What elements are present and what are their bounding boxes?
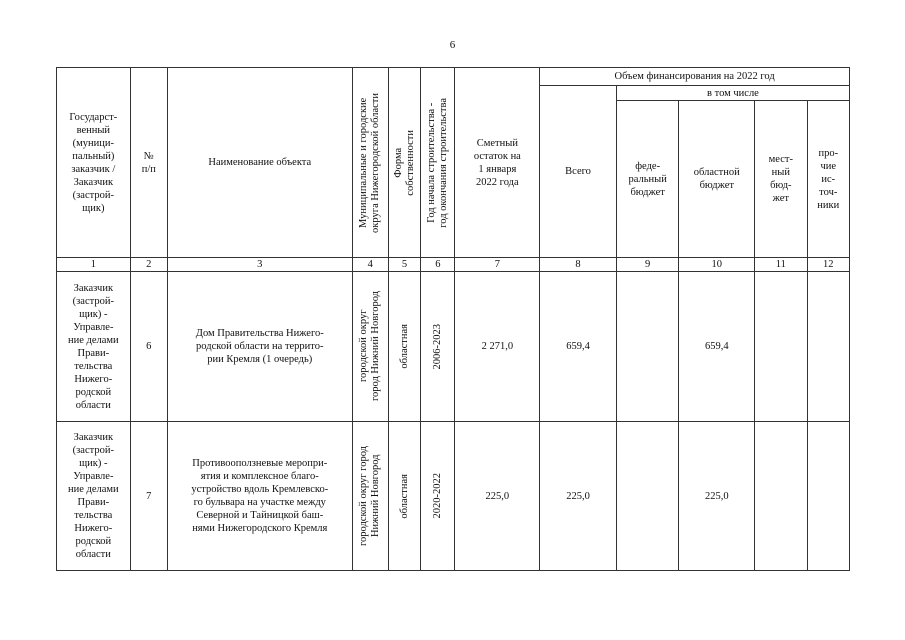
column-number: 5 [388, 258, 420, 272]
cell-number: 7 [130, 422, 167, 571]
column-number: 6 [421, 258, 455, 272]
cell-regional: 659,4 [679, 272, 755, 422]
header-including: в том числе [616, 86, 849, 101]
cell-years: 2020-2022 [421, 422, 455, 571]
column-number: 2 [130, 258, 167, 272]
table-row [57, 272, 850, 422]
column-number: 12 [807, 258, 849, 272]
cell-municipality: городской округ город Нижний Новгород [352, 272, 388, 422]
column-number: 11 [755, 258, 807, 272]
header-local: мест- ный бюд- жет [755, 101, 807, 258]
header-years: Год начала строительства - год окончания строительства [421, 68, 455, 258]
header-municipality: Муниципальные и городские округа Нижегородской области [352, 68, 388, 258]
cell-other [807, 272, 849, 422]
cell-years: 2006-2023 [421, 272, 455, 422]
cell-estimate: 2 271,0 [455, 272, 540, 422]
header-ownership: Форма собственности [388, 68, 420, 258]
cell-estimate: 225,0 [455, 422, 540, 571]
cell-customer: Заказчик (застрой- щик) - Управле- ние делами Прави- тельства Нижего- родской области [57, 422, 131, 571]
cell-regional: 225,0 [679, 422, 755, 571]
cell-other [807, 422, 849, 571]
header-customer: Государст- венный (муници- пальный) заказчик / Заказчик (застрой- щик) [57, 68, 131, 258]
cell-federal [616, 422, 679, 571]
column-number: 10 [679, 258, 755, 272]
cell-object-name: Противооползневые меропри- ятия и комплексное благо- устройство вдоль Кремлевско- го бульвара на участке между Северной и Тайницкой баш- нями Нижегородского Кремля [167, 422, 352, 571]
column-number: 1 [57, 258, 131, 272]
header-regional: областной бюджет [679, 101, 755, 258]
cell-local [755, 272, 807, 422]
header-object-name: Наименование объекта [167, 68, 352, 258]
header-funding-group: Объем финансирования на 2022 год [540, 68, 850, 86]
column-number: 3 [167, 258, 352, 272]
header-other: про- чие ис- точ- ники [807, 101, 849, 258]
cell-municipality: городской округ город Нижний Новгород [352, 422, 388, 571]
column-number: 4 [352, 258, 388, 272]
cell-number: 6 [130, 272, 167, 422]
header-total: Всего [540, 86, 617, 258]
cell-total: 659,4 [540, 272, 617, 422]
cell-total: 225,0 [540, 422, 617, 571]
header-number: № п/п [130, 68, 167, 258]
cell-federal [616, 272, 679, 422]
page-number: 6 [449, 39, 456, 51]
cell-customer: Заказчик (застрой- щик) - Управле- ние делами Прави- тельства Нижего- родской области [57, 272, 131, 422]
column-number-row [57, 258, 850, 272]
cell-object-name: Дом Правительства Нижего- родской области на террито- рии Кремля (1 очередь) [167, 272, 352, 422]
cell-ownership: областная [388, 272, 420, 422]
table-row [57, 422, 850, 571]
cell-ownership: областная [388, 422, 420, 571]
column-number: 9 [616, 258, 679, 272]
financing-table [56, 67, 850, 571]
cell-local [755, 422, 807, 571]
column-number: 8 [540, 258, 617, 272]
header-federal: феде- ральный бюджет [616, 101, 679, 258]
column-number: 7 [455, 258, 540, 272]
header-estimate: Сметный остаток на 1 января 2022 года [455, 68, 540, 258]
